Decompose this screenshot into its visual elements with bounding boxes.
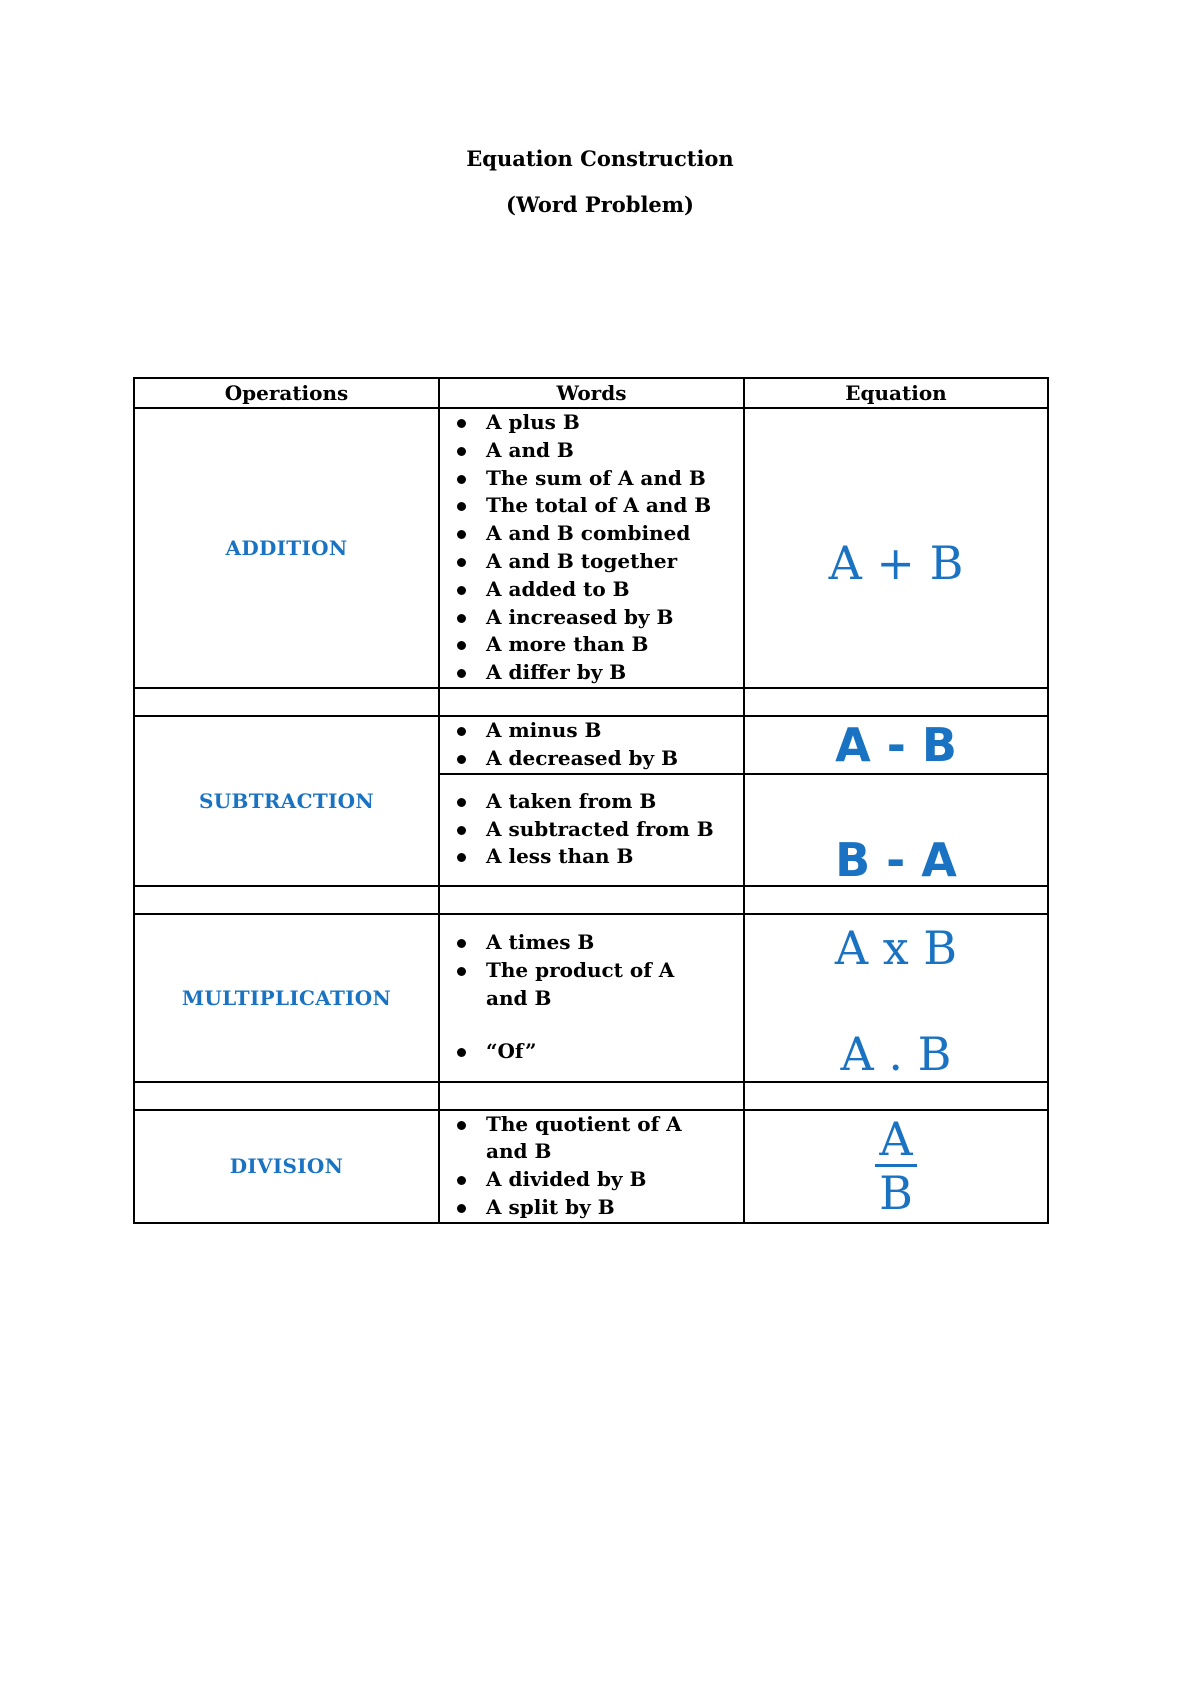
subtraction-label: SUBTRACTION — [134, 716, 439, 886]
header-words: Words — [439, 378, 744, 408]
addition-words-list — [440, 409, 743, 687]
division-words-list — [440, 1111, 743, 1222]
fraction — [875, 1111, 916, 1220]
list-item: A differ by B — [486, 659, 743, 687]
subtraction-equation-cell-1 — [744, 716, 1048, 774]
division-row — [134, 1110, 1048, 1223]
addition-label: ADDITION — [134, 408, 439, 688]
addition-words — [439, 408, 744, 688]
multiplication-words — [439, 914, 744, 1082]
page-subtitle: (Word Problem) — [506, 192, 694, 217]
multiplication-row — [134, 914, 1048, 1082]
list-item: A plus B — [486, 409, 743, 437]
addition-equation: A + B — [828, 536, 964, 590]
list-item: A less than B — [486, 843, 743, 871]
page-title: Equation Construction — [466, 146, 734, 171]
list-item: A split by B — [486, 1194, 703, 1222]
list-item: A minus B — [486, 717, 743, 745]
header-row — [134, 378, 1048, 408]
subtraction-words-1 — [439, 716, 744, 774]
list-item: The quotient of A and B — [486, 1111, 703, 1167]
subtraction-equation-2: B - A — [835, 832, 957, 887]
list-item: A taken from B — [486, 788, 743, 816]
division-words — [439, 1110, 744, 1223]
spacer-row — [134, 886, 1048, 914]
list-item: A times B — [486, 929, 703, 957]
operations-table — [133, 377, 1049, 1224]
division-equation — [745, 1111, 1047, 1220]
multiplication-equation-2: A . B — [840, 1026, 952, 1081]
subtraction-words-2 — [439, 774, 744, 886]
addition-row — [134, 408, 1048, 688]
list-item: A subtracted from B — [486, 816, 743, 844]
multiplication-words-list — [440, 929, 743, 1066]
fraction-numerator: A — [875, 1114, 916, 1167]
multiplication-equation-cell — [744, 914, 1048, 1082]
subtraction-row-1 — [134, 716, 1048, 774]
list-item: The product of A and B — [486, 957, 703, 1013]
list-item: A more than B — [486, 631, 743, 659]
multiplication-label: MULTIPLICATION — [134, 914, 439, 1082]
subtraction-equation-1: A - B — [835, 717, 957, 772]
list-item: A and B combined — [486, 520, 743, 548]
list-item: A divided by B — [486, 1166, 703, 1194]
list-item: The total of A and B — [486, 492, 743, 520]
header-operations: Operations — [134, 378, 439, 408]
division-label: DIVISION — [134, 1110, 439, 1223]
list-item: A added to B — [486, 576, 743, 604]
spacer-row — [134, 1082, 1048, 1110]
subtraction-words-list-2 — [440, 788, 743, 871]
list-item: A and B together — [486, 548, 743, 576]
list-item: The sum of A and B — [486, 465, 743, 493]
header-equation: Equation — [744, 378, 1048, 408]
list-item: A increased by B — [486, 604, 743, 632]
list-item: A and B — [486, 437, 743, 465]
subtraction-equation-cell-2 — [744, 774, 1048, 886]
addition-equation-cell — [744, 408, 1048, 688]
list-item: A decreased by B — [486, 745, 743, 773]
subtraction-words-list-1 — [440, 717, 743, 773]
multiplication-equation-1: A x B — [834, 920, 958, 975]
list-item: “Of” — [486, 1038, 703, 1066]
division-equation-cell — [744, 1110, 1048, 1223]
spacer-row — [134, 688, 1048, 716]
fraction-denominator: B — [879, 1165, 913, 1220]
